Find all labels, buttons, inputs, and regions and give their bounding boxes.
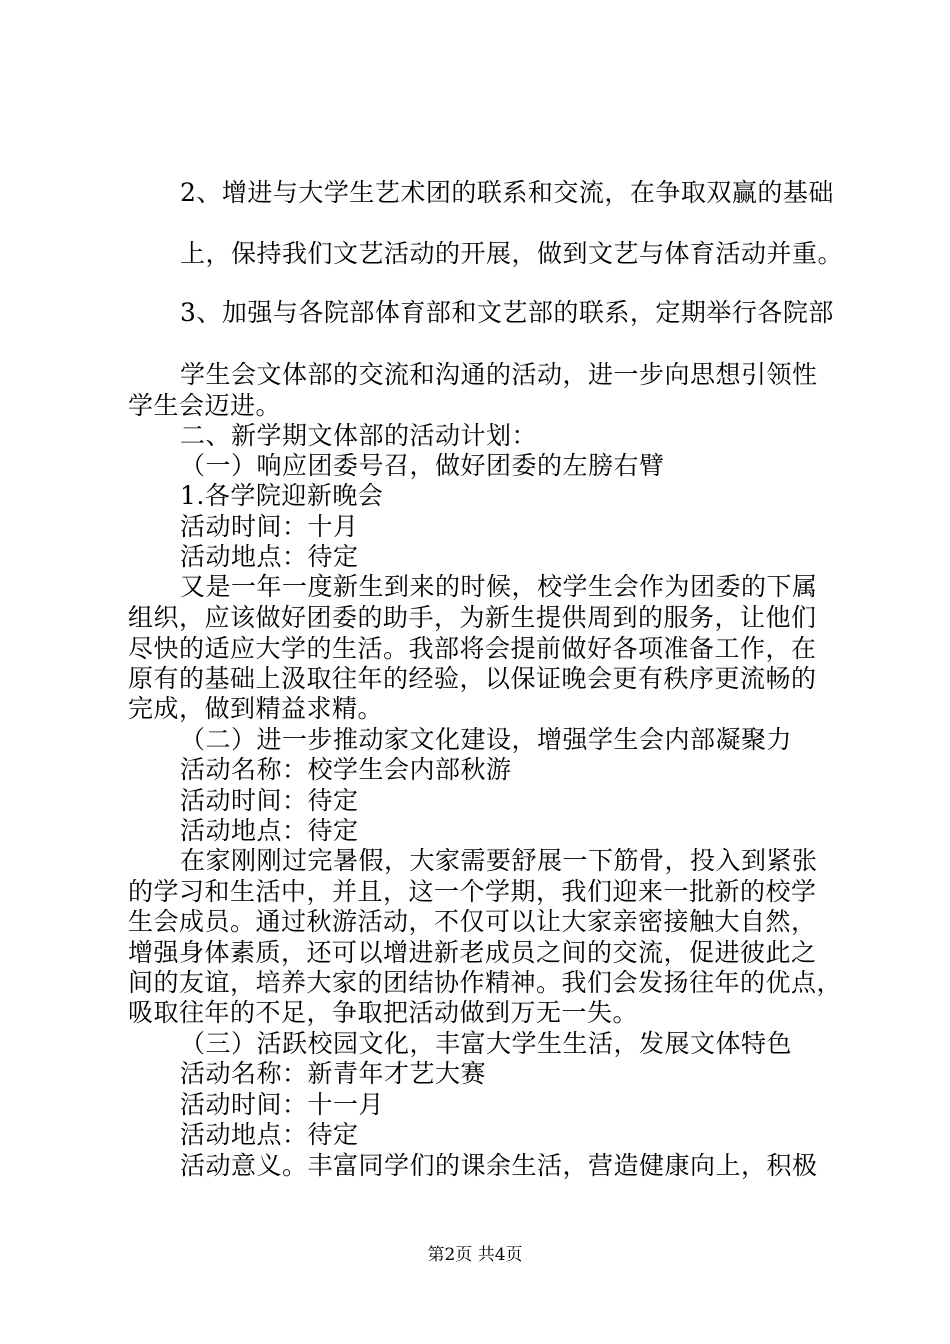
activity-time: 活动时间：十月 xyxy=(180,512,359,541)
activity-time: 活动时间：十一月 xyxy=(180,1090,385,1119)
subsection-heading: （二）进一步推动家文化建设，增强学生会内部凝聚力 xyxy=(180,725,793,754)
paragraph-line: 2、增进与大学生艺术团的联系和交流，在争取双赢的基础 xyxy=(180,178,834,207)
paragraph-line: 的学习和生活中，并且，这一个学期，我们迎来一批新的校学 xyxy=(128,877,817,906)
subsection-heading: （一）响应团委号召，做好团委的左膀右臂 xyxy=(180,451,665,480)
paragraph-line: 吸取往年的不足，争取把活动做到万无一失。 xyxy=(128,998,639,1027)
paragraph-line: 学生会文体部的交流和沟通的活动，进一步向思想引领性 xyxy=(180,360,818,389)
paragraph-line: 活动意义。丰富同学们的课余生活，营造健康向上，积极 xyxy=(180,1151,818,1180)
activity-title: 1.各学院迎新晚会 xyxy=(180,481,384,510)
activity-name: 活动名称：新青年才艺大赛 xyxy=(180,1059,487,1088)
paragraph-line: 尽快的适应大学的生活。我部将会提前做好各项准备工作，在 xyxy=(128,634,817,663)
subsection-heading: （三）活跃校园文化，丰富大学生生活，发展文体特色 xyxy=(180,1029,793,1058)
paragraph-line: 在家刚刚过完暑假，大家需要舒展一下筋骨，投入到紧张 xyxy=(180,846,818,875)
activity-name: 活动名称：校学生会内部秋游 xyxy=(180,755,512,784)
paragraph-line: 原有的基础上汲取往年的经验，以保证晚会更有秩序更流畅的 xyxy=(128,664,817,693)
activity-location: 活动地点：待定 xyxy=(180,542,359,571)
paragraph-line: 又是一年一度新生到来的时候，校学生会作为团委的下属 xyxy=(180,572,818,601)
paragraph-line: 间的友谊，培养大家的团结协作精神。我们会发扬往年的优点， xyxy=(128,968,843,997)
section-heading: 二、新学期文体部的活动计划： xyxy=(180,421,538,450)
paragraph-line: 学生会迈进。 xyxy=(128,391,282,420)
paragraph-line: 生会成员。通过秋游活动，不仅可以让大家亲密接触大自然， xyxy=(128,907,817,936)
paragraph-line: 完成，做到精益求精。 xyxy=(128,694,384,723)
page-footer: 第2页 共4页 xyxy=(427,1245,523,1265)
activity-location: 活动地点：待定 xyxy=(180,816,359,845)
activity-location: 活动地点：待定 xyxy=(180,1120,359,1149)
paragraph-line: 组织，应该做好团委的助手，为新生提供周到的服务，让他们 xyxy=(128,603,817,632)
paragraph-line: 上，保持我们文艺活动的开展，做到文艺与体育活动并重。 xyxy=(180,239,844,268)
paragraph-line: 增强身体素质，还可以增进新老成员之间的交流，促进彼此之 xyxy=(128,938,817,967)
activity-time: 活动时间：待定 xyxy=(180,786,359,815)
paragraph-line: 3、加强与各院部体育部和文艺部的联系，定期举行各院部 xyxy=(180,298,834,327)
